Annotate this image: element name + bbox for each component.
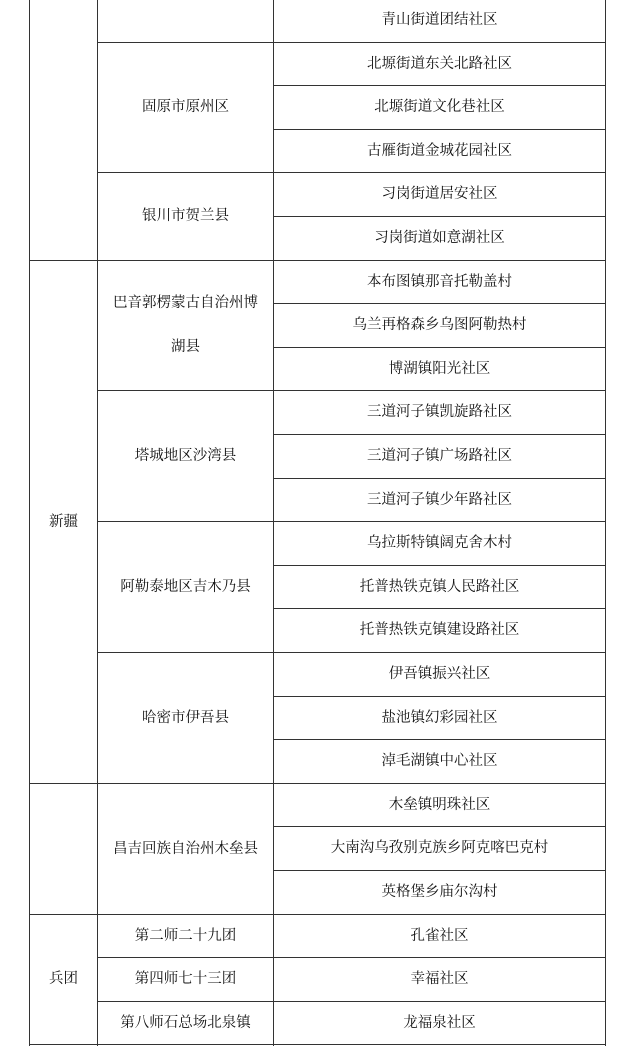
city-cell: 银川市贺兰县 (142, 208, 229, 224)
community-cell: 古雁街道金城花园社区 (367, 142, 512, 159)
community-cell: 本布图镇那音托勒盖村 (367, 273, 512, 290)
city-cell: 阿勒泰地区吉木乃县 (120, 578, 251, 595)
province-cell: 新疆 (49, 513, 78, 530)
community-cell: 木垒镇明珠社区 (388, 796, 491, 813)
city-cell: 第八师石总场北泉镇 (120, 1014, 251, 1031)
community-cell: 乌兰再格森乡乌图阿勒热村 (352, 317, 527, 333)
province-cell: 兵团 (49, 971, 78, 987)
community-cell: 龙福泉社区 (403, 1014, 476, 1031)
group-divider (29, 1044, 606, 1045)
community-cell: 博湖镇阳光社区 (388, 360, 491, 377)
community-cell: 三道河子镇少年路社区 (367, 491, 512, 508)
city-cell (98, 0, 273, 42)
community-cell: 孔雀社区 (410, 927, 469, 944)
city-cell: 固原市原州区 (142, 99, 229, 115)
city-cell: 昌吉回族自治州木垒县 (113, 840, 258, 857)
community-cell: 青山街道团结社区 (381, 12, 498, 28)
city-cell: 塔城地区沙湾县 (134, 447, 237, 464)
city-cell: 哈密市伊吾县 (142, 709, 229, 726)
community-cell: 淖毛湖镇中心社区 (381, 753, 498, 769)
province-cell (30, 0, 97, 260)
community-cell: 三道河子镇凯旋路社区 (367, 404, 512, 420)
community-cell: 伊吾镇振兴社区 (388, 666, 491, 682)
city-cell: 巴音郭楞蒙古自治州博湖县 (113, 295, 258, 355)
province-cell (30, 783, 97, 914)
community-cell: 托普热铁克镇建设路社区 (359, 622, 520, 638)
table-border-right (605, 0, 606, 1046)
community-cell: 英格堡乡庙尔沟村 (381, 884, 498, 900)
community-cell: 习岗街道居安社区 (381, 186, 498, 202)
community-cell: 大南沟乌孜别克族乡阿克喀巴克村 (330, 840, 549, 856)
community-cell: 三道河子镇广场路社区 (367, 448, 512, 464)
community-cell: 幸福社区 (410, 971, 469, 987)
city-cell: 第二师二十九团 (134, 927, 237, 944)
community-cell: 托普热铁克镇人民路社区 (359, 578, 520, 595)
community-cell: 乌拉斯特镇阔克舍木村 (367, 535, 512, 551)
community-cell: 盐池镇幻彩园社区 (381, 709, 498, 726)
city-cell: 第四师七十三团 (134, 971, 237, 987)
community-cell: 北塬街道文化巷社区 (374, 99, 505, 115)
community-cell: 习岗街道如意湖社区 (374, 230, 505, 246)
community-cell: 北塬街道东关北路社区 (367, 55, 512, 72)
